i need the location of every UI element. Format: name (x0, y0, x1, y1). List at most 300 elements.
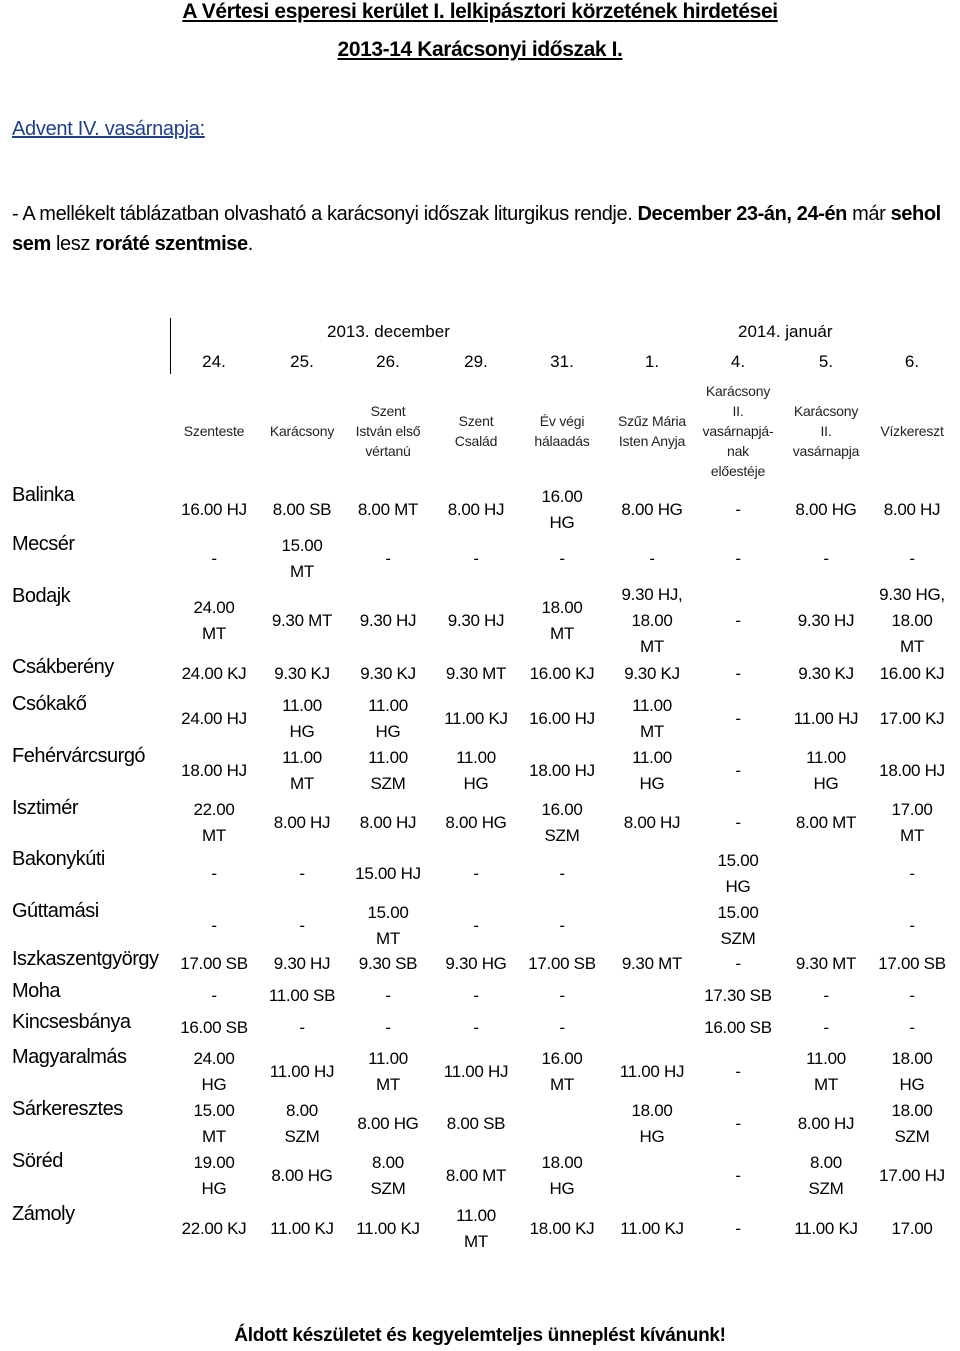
schedule-cell-line: 16.00 SB (704, 1018, 772, 1037)
feast-header-line: Család (454, 433, 498, 449)
schedule-cell-line: 9.30 SB (358, 954, 418, 973)
schedule-cell-line: - (735, 1062, 741, 1081)
schedule-cell (776, 546, 876, 572)
day-number: 26. (376, 352, 400, 371)
schedule-cell (512, 661, 612, 687)
schedule-cell (426, 1015, 526, 1041)
row-label: Csókakő (12, 693, 87, 715)
schedule-cell-line: HG (549, 513, 575, 532)
schedule-cell-line: SZM (808, 1179, 844, 1198)
schedule-cell-line: MT (376, 1075, 400, 1094)
schedule-cell (602, 810, 702, 836)
day-number: 29. (464, 352, 488, 371)
schedule-cell-line: 9.30 HG (445, 954, 507, 973)
schedule-cell-line: - (735, 549, 741, 568)
schedule-cell-line: 16.00 KJ (529, 664, 595, 683)
feast-header-line: II. (820, 423, 832, 439)
schedule-cell (602, 497, 702, 523)
schedule-cell-line: 9.30 HJ (797, 611, 855, 630)
day-number: 1. (644, 352, 660, 371)
schedule-cell (602, 1059, 702, 1085)
schedule-cell-line: 8.00 MT (795, 813, 857, 832)
schedule-cell (862, 706, 960, 732)
schedule-cell (512, 913, 612, 939)
schedule-cell-line: 19.00 (193, 1153, 235, 1172)
schedule-cell-line: MT (900, 637, 924, 656)
schedule-cell (862, 1015, 960, 1041)
month-january: 2014. január (738, 322, 833, 341)
feast-header (518, 411, 606, 451)
schedule-cell (426, 608, 526, 634)
title-line-1: A Vértesi esperesi kerület I. lelkipásztori körzetének hirdetései (182, 0, 778, 23)
schedule-cell-line: 8.00 HG (445, 813, 507, 832)
day-number: 4. (730, 352, 746, 371)
schedule-cell (602, 1216, 702, 1242)
schedule-cell-line: 15.00 (193, 1101, 235, 1120)
schedule-cell-line: HG (725, 877, 751, 896)
schedule-cell (426, 546, 526, 572)
schedule-cell (862, 1098, 960, 1150)
schedule-cell-line: - (735, 813, 741, 832)
feast-header-line: Szenteste (183, 423, 245, 439)
schedule-cell (688, 661, 788, 687)
schedule-cell (862, 758, 960, 784)
schedule-cell (512, 758, 612, 784)
schedule-cell (776, 810, 876, 836)
schedule-cell-line: 8.00 HJ (623, 813, 681, 832)
feast-header-line: II. (732, 403, 744, 419)
schedule-cell (252, 497, 352, 523)
schedule-cell-line: 17.00 KJ (879, 709, 945, 728)
schedule-cell (862, 861, 960, 887)
schedule-cell (338, 1015, 438, 1041)
schedule-cell-line: 8.00 HJ (359, 813, 417, 832)
schedule-cell (688, 900, 788, 952)
schedule-cell (688, 546, 788, 572)
schedule-cell (776, 1150, 876, 1202)
schedule-cell (688, 810, 788, 836)
schedule-cell-line: - (735, 664, 741, 683)
intro-text-6: roráté szentmise (95, 233, 248, 255)
schedule-cell-line: MT (202, 1127, 226, 1146)
schedule-cell-line: 11.00 KJ (356, 1219, 420, 1238)
schedule-cell (776, 706, 876, 732)
schedule-cell-line: 9.30 MT (621, 954, 683, 973)
advent-heading: Advent IV. vasárnapja: (12, 118, 205, 140)
header-divider (170, 318, 171, 374)
schedule-cell (252, 693, 352, 745)
schedule-cell-line: 22.00 KJ (181, 1219, 247, 1238)
feast-header (782, 401, 870, 461)
schedule-cell-line: 11.00 HJ (619, 1062, 685, 1081)
schedule-cell (426, 861, 526, 887)
schedule-cell (338, 1216, 438, 1242)
schedule-cell (688, 1015, 788, 1041)
schedule-cell-line: - (909, 986, 915, 1005)
schedule-cell-line: - (909, 864, 915, 883)
schedule-cell (338, 1111, 438, 1137)
schedule-cell-line: 11.00 (632, 748, 672, 767)
feast-header (170, 421, 258, 441)
schedule-cell-line: HG (375, 722, 401, 741)
schedule-cell-line: 8.00 HJ (447, 500, 505, 519)
schedule-cell (252, 951, 352, 977)
feast-header-line: vértanú (365, 443, 411, 459)
schedule-cell (252, 1059, 352, 1085)
schedule-cell-line: - (735, 1166, 741, 1185)
schedule-cell (688, 497, 788, 523)
schedule-cell (252, 1015, 352, 1041)
feast-header (258, 421, 346, 441)
schedule-cell-line: 8.00 HJ (273, 813, 331, 832)
schedule-cell (512, 797, 612, 849)
schedule-cell-line: MT (376, 929, 400, 948)
feast-header-line: Karácsony (793, 403, 859, 419)
schedule-cell-line: 15.00 (367, 903, 409, 922)
intro-paragraph (12, 199, 952, 259)
schedule-cell-line: 8.00 (372, 1153, 404, 1172)
schedule-cell-line: 11.00 (632, 696, 672, 715)
schedule-cell-line: - (735, 709, 741, 728)
day-number: 5. (818, 352, 834, 371)
schedule-cell (426, 1059, 526, 1085)
schedule-cell-line: 8.00 (810, 1153, 842, 1172)
schedule-cell-line: 17.00 SB (528, 954, 596, 973)
schedule-cell-line: HG (639, 774, 665, 793)
schedule-cell-line: 11.00 (282, 696, 322, 715)
schedule-cell (776, 1046, 876, 1098)
schedule-cell (602, 582, 702, 660)
feast-header-line: Szent (370, 403, 406, 419)
schedule-cell-line: 11.00 (368, 1049, 408, 1068)
schedule-cell-line: - (559, 864, 565, 883)
schedule-cell-line: SZM (284, 1127, 320, 1146)
schedule-cell (338, 546, 438, 572)
schedule-cell-line: 24.00 KJ (181, 664, 247, 683)
feast-header-line: hálaadás (534, 433, 590, 449)
schedule-cell (252, 661, 352, 687)
schedule-cell-line: 15.00 (717, 903, 759, 922)
schedule-cell-line: 11.00 SB (268, 986, 336, 1005)
schedule-cell (338, 1046, 438, 1098)
schedule-cell-line: 18.00 (631, 1101, 673, 1120)
schedule-cell (862, 913, 960, 939)
schedule-cell-line: - (559, 916, 565, 935)
schedule-cell-line: - (211, 549, 217, 568)
month-december: 2013. december (327, 322, 450, 341)
schedule-cell-line: - (735, 500, 741, 519)
schedule-cell-line: HG (549, 1179, 575, 1198)
schedule-cell-line: - (473, 864, 479, 883)
schedule-cell (426, 951, 526, 977)
schedule-cell-line: - (735, 761, 741, 780)
schedule-cell (164, 497, 264, 523)
schedule-cell-line: - (385, 1018, 391, 1037)
row-label: Gúttamási (12, 900, 99, 922)
schedule-cell (426, 497, 526, 523)
schedule-cell (602, 1098, 702, 1150)
schedule-cell (164, 1150, 264, 1202)
schedule-cell (426, 913, 526, 939)
schedule-cell-line: 9.30 KJ (798, 664, 854, 683)
schedule-cell (426, 983, 526, 1009)
feast-header-line: vasárnapja (792, 443, 860, 459)
schedule-cell (776, 1111, 876, 1137)
schedule-cell (338, 861, 438, 887)
schedule-cell (512, 1216, 612, 1242)
schedule-cell (776, 608, 876, 634)
schedule-cell-line: MT (550, 624, 574, 643)
feast-header-line: előestéje (710, 463, 766, 479)
schedule-cell-line: - (211, 864, 217, 883)
schedule-cell-line: HG (639, 1127, 665, 1146)
schedule-cell-line: MT (464, 1232, 488, 1251)
schedule-cell-line: - (211, 916, 217, 935)
schedule-cell-line: - (299, 916, 305, 935)
schedule-cell (164, 546, 264, 572)
schedule-cell-line: HG (201, 1179, 227, 1198)
schedule-cell (338, 745, 438, 797)
schedule-cell-line: 15.00 HJ (355, 864, 421, 883)
schedule-cell (252, 810, 352, 836)
schedule-cell-line: 11.00 (806, 1049, 846, 1068)
schedule-cell-line: SZM (370, 1179, 406, 1198)
schedule-cell-line: 11.00 (456, 748, 496, 767)
schedule-cell-line: - (649, 549, 655, 568)
schedule-cell-line: 16.00 HJ (529, 709, 595, 728)
schedule-cell-line: MT (640, 637, 664, 656)
schedule-cell-line: 11.00 (806, 748, 846, 767)
schedule-cell (862, 797, 960, 849)
intro-text-3: már (847, 203, 891, 225)
schedule-cell-line: SZM (544, 826, 580, 845)
schedule-cell (164, 1216, 264, 1242)
schedule-cell (512, 983, 612, 1009)
row-label: Isztimér (12, 797, 78, 819)
schedule-cell-line: 9.30 HJ (447, 611, 505, 630)
schedule-cell (688, 983, 788, 1009)
schedule-cell-line: 11.00 HJ (269, 1062, 335, 1081)
schedule-cell-line: 11.00 KJ (444, 709, 508, 728)
intro-text-1: - A mellékelt táblázatban olvasható a karácsonyi időszak liturgikus rendje. (12, 203, 638, 225)
schedule-cell (426, 1203, 526, 1255)
schedule-cell-line: 8.00 HG (357, 1114, 419, 1133)
schedule-cell (688, 706, 788, 732)
schedule-cell (862, 497, 960, 523)
schedule-cell-line: - (909, 916, 915, 935)
schedule-cell-line: 8.00 SB (446, 1114, 506, 1133)
schedule-cell-line: 8.00 HG (795, 500, 857, 519)
schedule-cell-line: 15.00 (281, 536, 323, 555)
schedule-cell (426, 810, 526, 836)
feast-header-line: Karácsony (705, 383, 771, 399)
schedule-cell-line: - (473, 549, 479, 568)
schedule-cell-line: 15.00 (717, 851, 759, 870)
row-label: Söréd (12, 1150, 63, 1172)
row-label: Zámoly (12, 1203, 75, 1225)
schedule-cell (776, 1216, 876, 1242)
schedule-cell-line: 18.00 (631, 611, 673, 630)
row-label: Csákberény (12, 656, 114, 678)
schedule-cell-line: 8.00 HJ (797, 1114, 855, 1133)
schedule-cell-line: 18.00 (891, 1049, 933, 1068)
schedule-cell-line: 8.00 HG (621, 500, 683, 519)
schedule-cell (776, 661, 876, 687)
schedule-cell (426, 706, 526, 732)
schedule-cell (688, 758, 788, 784)
feast-header-line: vasárnapjá- (702, 423, 774, 439)
schedule-cell (512, 546, 612, 572)
row-label: Fehérvárcsurgó (12, 745, 146, 767)
schedule-cell (426, 661, 526, 687)
footer-message: Áldott készületet és kegyelemteljes ünneplést kívánunk! (234, 1325, 726, 1346)
schedule-cell-line: 18.00 (541, 598, 583, 617)
schedule-cell-line: 18.00 (891, 611, 933, 630)
schedule-cell-line: 9.30 HJ, (621, 585, 683, 604)
schedule-cell (602, 661, 702, 687)
schedule-cell (164, 983, 264, 1009)
row-label: Magyaralmás (12, 1046, 127, 1068)
intro-text-7: . (247, 233, 253, 255)
schedule-cell-line: - (473, 916, 479, 935)
row-label: Moha (12, 980, 61, 1002)
day-number: 31. (550, 352, 574, 371)
row-label: Bodajk (12, 585, 71, 607)
schedule-cell (338, 608, 438, 634)
feast-header (608, 411, 696, 451)
schedule-cell-line: 11.00 KJ (620, 1219, 684, 1238)
schedule-cell (426, 1163, 526, 1189)
schedule-cell (862, 1216, 960, 1242)
schedule-cell-line: - (735, 1219, 741, 1238)
intro-text-2: December 23-án, 24-én (637, 203, 847, 225)
schedule-cell (252, 861, 352, 887)
schedule-cell-line: 8.00 HJ (883, 500, 941, 519)
feast-header-line: Év végi (539, 413, 585, 429)
schedule-cell-line: 16.00 SB (180, 1018, 248, 1037)
schedule-cell-line: MT (640, 722, 664, 741)
schedule-cell (862, 951, 960, 977)
row-label: Sárkeresztes (12, 1098, 123, 1120)
schedule-cell (338, 1150, 438, 1202)
schedule-cell-line: 9.30 MT (795, 954, 857, 973)
schedule-cell (164, 861, 264, 887)
schedule-cell-line: MT (900, 826, 924, 845)
schedule-cell-line: 11.00 (456, 1206, 496, 1225)
schedule-cell-line: 17.00 SB (878, 954, 946, 973)
schedule-cell (338, 497, 438, 523)
schedule-cell-line: HG (289, 722, 315, 741)
schedule-cell (252, 533, 352, 585)
schedule-cell (338, 661, 438, 687)
schedule-cell-line: 8.00 SB (272, 500, 332, 519)
schedule-cell (512, 484, 612, 536)
schedule-cell (688, 951, 788, 977)
schedule-cell-line: 18.00 (541, 1153, 583, 1172)
schedule-cell-line: 17.00 (891, 800, 933, 819)
feast-header-line: Szűz Mária (617, 413, 687, 429)
schedule-cell-line: 24.00 (193, 598, 235, 617)
feast-header-line: Szent (458, 413, 494, 429)
row-label: Iszkaszentgyörgy (12, 948, 159, 970)
schedule-cell (862, 546, 960, 572)
schedule-cell-line: 24.00 (193, 1049, 235, 1068)
schedule-cell (164, 661, 264, 687)
schedule-cell-line: 16.00 HJ (181, 500, 247, 519)
schedule-cell-line: 11.00 (368, 748, 408, 767)
schedule-cell (164, 797, 264, 849)
feast-header (694, 381, 782, 481)
row-label: Kincsesbánya (12, 1011, 131, 1033)
schedule-cell (512, 1046, 612, 1098)
schedule-cell-line: 8.00 (286, 1101, 318, 1120)
row-label: Balinka (12, 484, 75, 506)
schedule-cell-line: - (385, 986, 391, 1005)
schedule-cell-line: - (735, 1114, 741, 1133)
schedule-cell (688, 608, 788, 634)
schedule-cell (164, 1046, 264, 1098)
schedule-cell (164, 706, 264, 732)
schedule-cell (602, 745, 702, 797)
schedule-cell (776, 497, 876, 523)
schedule-cell-line: 17.00 SB (180, 954, 248, 973)
feast-header-line: Vízkereszt (880, 423, 944, 439)
schedule-cell (688, 1163, 788, 1189)
intro-text-4: sehol sem (12, 203, 941, 255)
schedule-cell (776, 983, 876, 1009)
schedule-cell (512, 1015, 612, 1041)
schedule-cell (862, 1163, 960, 1189)
schedule-cell-line: 17.00 (891, 1219, 933, 1238)
schedule-cell-line: HG (813, 774, 839, 793)
schedule-cell-line: - (559, 549, 565, 568)
schedule-cell (688, 848, 788, 900)
schedule-cell-line: 9.30 HJ (273, 954, 331, 973)
schedule-cell (338, 693, 438, 745)
feast-header-line: nak (727, 443, 749, 459)
schedule-cell (512, 861, 612, 887)
schedule-cell-line: MT (814, 1075, 838, 1094)
feast-header-line: István első (355, 423, 421, 439)
schedule-cell-line: - (385, 549, 391, 568)
schedule-cell-line: - (823, 986, 829, 1005)
schedule-cell-line: SZM (894, 1127, 930, 1146)
schedule-cell (862, 582, 960, 660)
schedule-cell-line: 11.00 (368, 696, 408, 715)
schedule-cell (512, 595, 612, 647)
schedule-cell (776, 951, 876, 977)
schedule-cell (602, 693, 702, 745)
schedule-cell (164, 1098, 264, 1150)
schedule-cell-line: - (909, 1018, 915, 1037)
schedule-cell-line: 11.00 KJ (270, 1219, 334, 1238)
schedule-cell (252, 1163, 352, 1189)
schedule-cell-line: 9.30 MT (271, 611, 333, 630)
schedule-cell (338, 810, 438, 836)
schedule-cell-line: 11.00 HJ (793, 709, 859, 728)
schedule-cell (688, 1059, 788, 1085)
feast-header (344, 401, 432, 461)
schedule-cell-line: HG (201, 1075, 227, 1094)
schedule-cell-line: 22.00 (193, 800, 235, 819)
schedule-cell-line: SZM (720, 929, 756, 948)
schedule-cell (164, 758, 264, 784)
schedule-cell (512, 951, 612, 977)
schedule-cell (252, 913, 352, 939)
schedule-cell-line: 16.00 (541, 1049, 583, 1068)
schedule-cell-line: - (559, 1018, 565, 1037)
schedule-cell-line: 9.30 KJ (274, 664, 330, 683)
